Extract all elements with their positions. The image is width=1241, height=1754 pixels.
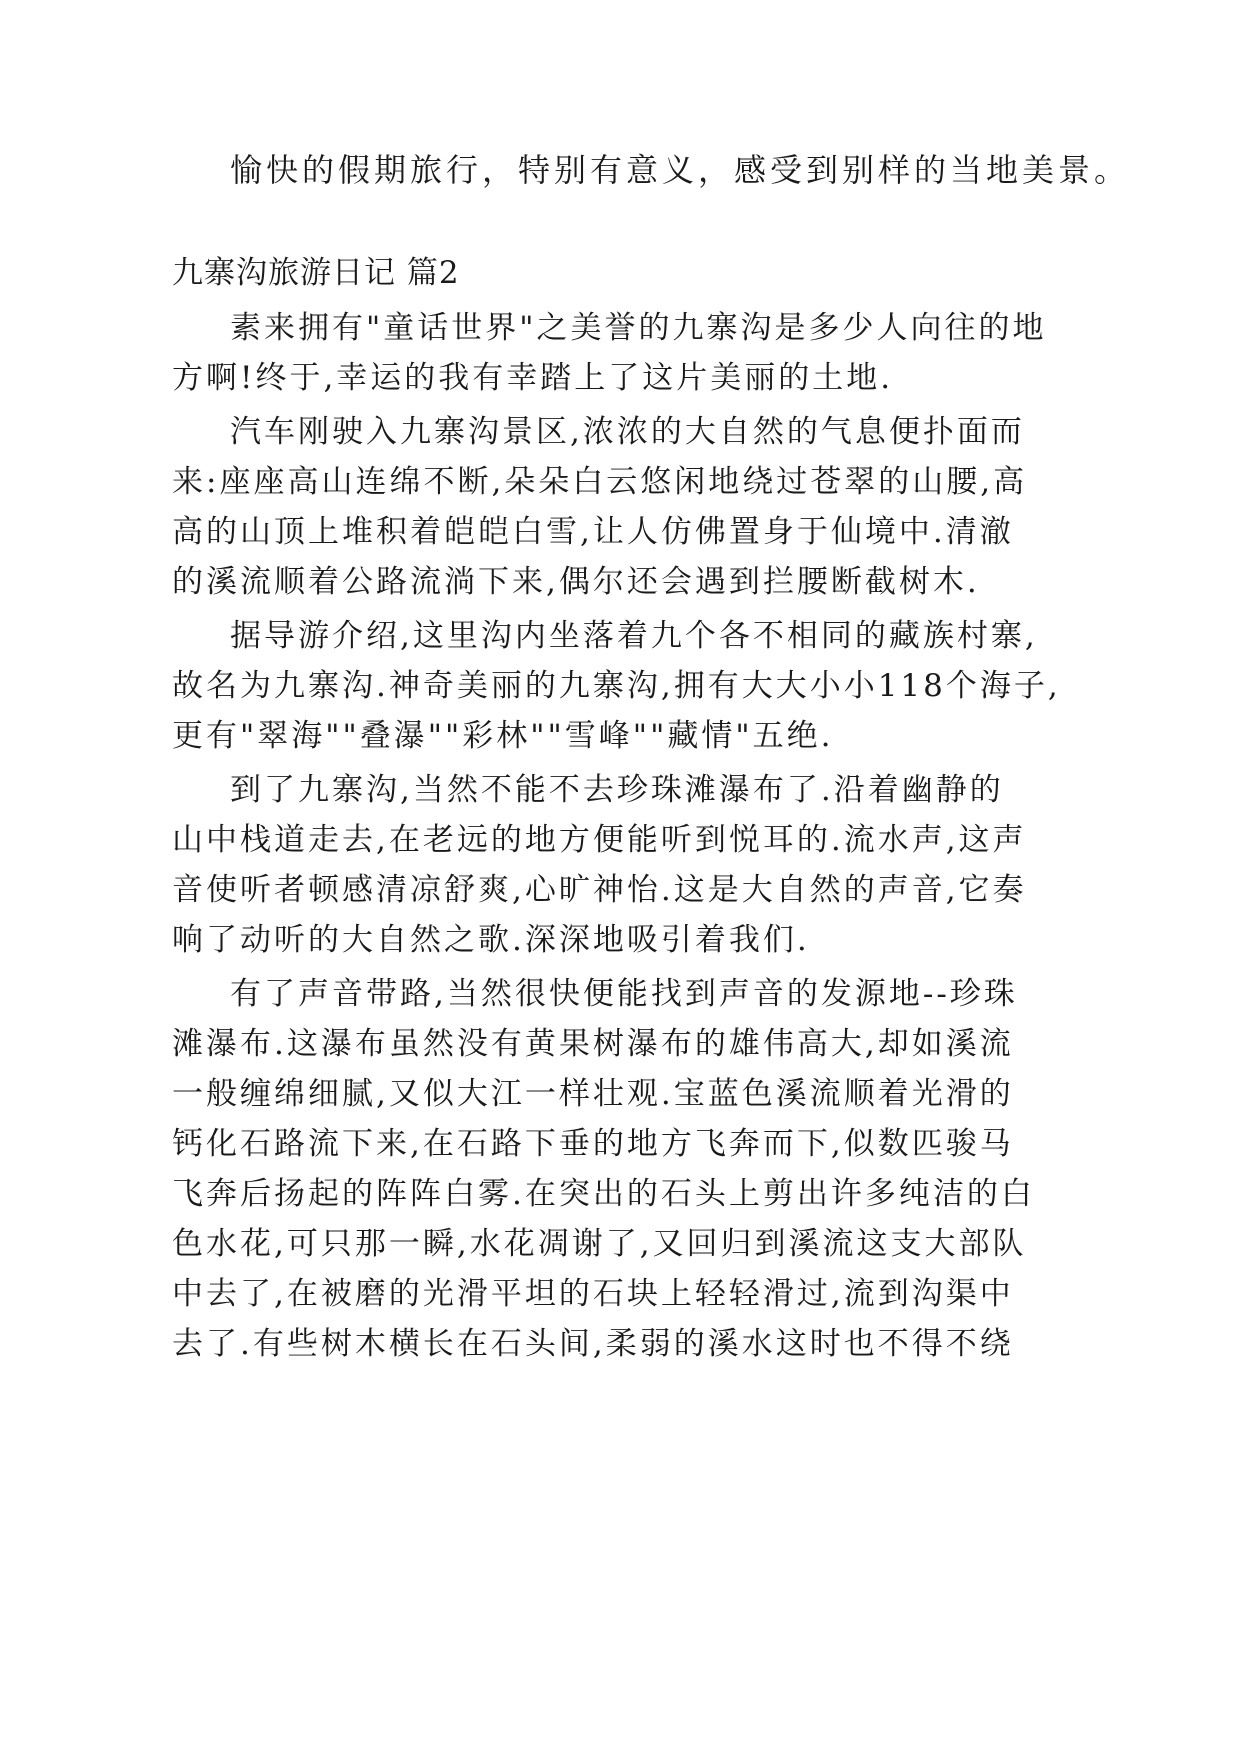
- paragraph-line: 一般缠绵细腻,又似大江一样壮观.宝蓝色溪流顺着光滑的: [172, 1076, 1014, 1112]
- paragraph-line: 汽车刚驶入九寨沟景区,浓浓的大自然的气息便扑面而: [230, 414, 1025, 450]
- paragraph-line: 到了九寨沟,当然不能不去珍珠滩瀑布了.沿着幽静的: [230, 772, 1004, 808]
- paragraph-line: 素来拥有"童话世界"之美誉的九寨沟是多少人向往的地: [230, 310, 1047, 346]
- paragraph-line: 钙化石路流下来,在石路下垂的地方飞奔而下,似数匹骏马: [172, 1126, 1014, 1162]
- paragraph-line: 滩瀑布.这瀑布虽然没有黄果树瀑布的雄伟高大,却如溪流: [172, 1026, 1014, 1062]
- paragraph-line: 飞奔后扬起的阵阵白雾.在突出的石头上剪出许多纯洁的白: [172, 1176, 1035, 1212]
- paragraph-line: 方啊!终于,幸运的我有幸踏上了这片美丽的土地.: [172, 360, 894, 396]
- paragraph-line: 更有"翠海""叠瀑""彩林""雪峰""藏情"五绝.: [172, 718, 834, 754]
- paragraph-line: 中去了,在被磨的光滑平坦的石块上轻轻滑过,流到沟渠中: [172, 1276, 1014, 1312]
- paragraph-line: 高的山顶上堆积着皑皑白雪,让人仿佛置身于仙境中.清澈: [172, 514, 1014, 550]
- paragraph-line: 去了.有些树木横长在石头间,柔弱的溪水这时也不得不绕: [172, 1326, 1014, 1362]
- paragraph-line: 故名为九寨沟.神奇美丽的九寨沟,拥有大大小小118个海子,: [172, 668, 1061, 704]
- paragraph-line: 山中栈道走去,在老远的地方便能听到悦耳的.流水声,这声: [172, 822, 1027, 858]
- paragraph-line: 色水花,可只那一瞬,水花凋谢了,又回归到溪流这支大部队: [172, 1226, 1027, 1262]
- paragraph-line: 来:座座高山连绵不断,朵朵白云悠闲地绕过苍翠的山腰,高: [172, 464, 1028, 500]
- section-title: 九寨沟旅游日记 篇2: [172, 255, 460, 291]
- paragraph-line: 有了声音带路,当然很快便能找到声音的发源地--珍珠: [230, 976, 1018, 1012]
- paragraph-line: 据导游介绍,这里沟内坐落着九个各不相同的藏族村寨,: [230, 618, 1038, 654]
- paragraph-line: 的溪流顺着公路流淌下来,偶尔还会遇到拦腰断截树木.: [172, 564, 980, 600]
- paragraph-line: 响了动听的大自然之歌.深深地吸引着我们.: [172, 922, 810, 958]
- paragraph-line: 音使听者顿感清凉舒爽,心旷神怡.这是大自然的声音,它奏: [172, 872, 1027, 908]
- intro-line: 愉快的假期旅行，特别有意义，感受到别样的当地美景。: [230, 151, 1131, 189]
